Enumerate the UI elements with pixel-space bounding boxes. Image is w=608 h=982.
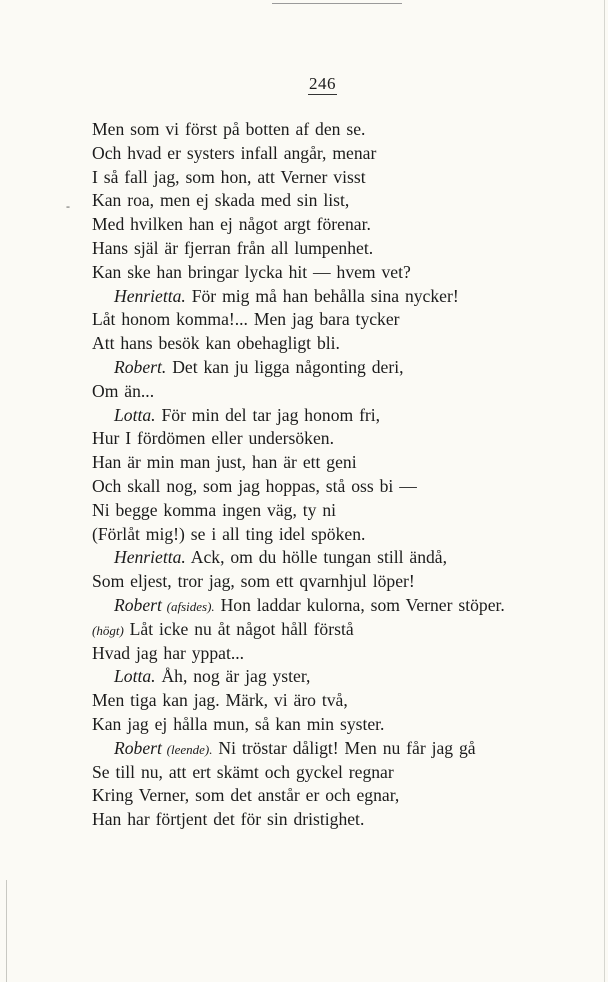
line-text: Hans själ är fjerran från all lumpenhet. (92, 237, 374, 258)
line-text: Som eljest, tror jag, som ett qvarnhjul löper! (92, 571, 415, 592)
verse-line-speech (92, 665, 582, 689)
line-text: Om än... (92, 380, 155, 401)
stage-direction: (högt) (92, 622, 124, 638)
verse-line (92, 499, 582, 523)
line-text: Med hvilken han ej något argt förenar. (92, 214, 371, 235)
verse-line (92, 332, 582, 356)
line-text: För mig må han behålla sina nycker! (185, 285, 459, 306)
stage-direction: (afsides). (161, 598, 215, 614)
verse-line (92, 166, 582, 190)
top-rule (272, 3, 402, 4)
verse-line (92, 618, 582, 642)
verse-line (92, 427, 582, 451)
line-text: Kan ske han bringar lycka hit — hvem vet? (92, 261, 411, 282)
line-text: Och skall nog, som jag hoppas, stå oss bi — (92, 475, 417, 496)
verse-line-speech (92, 356, 582, 380)
line-text: Kan jag ej hålla mun, så kan min syster. (92, 713, 385, 734)
verse-line-speech (92, 594, 582, 618)
line-text: För min del tar jag honom fri, (155, 404, 381, 425)
line-text: Kring Verner, som det anstår er och egnar, (92, 785, 400, 806)
verse-line-speech (92, 285, 582, 309)
speaker-name: Robert (114, 594, 162, 615)
verse-text (92, 118, 582, 832)
line-text: Och hvad er systers infall angår, menar (92, 142, 377, 163)
verse-line-speech (92, 404, 582, 428)
page-edge-mark (6, 880, 7, 982)
verse-line (92, 570, 582, 594)
line-text: Åh, nog är jag yster, (155, 666, 311, 687)
line-text: Kan roa, men ej skada med sin list, (92, 190, 350, 211)
line-text: Det kan ju ligga någonting deri, (166, 356, 404, 377)
verse-line (92, 523, 582, 547)
verse-line (92, 784, 582, 808)
line-text: Ni tröstar dåligt! Men nu får jag gå (212, 737, 476, 758)
line-text: Att hans besök kan obehagligt bli. (92, 333, 340, 354)
verse-line (92, 237, 582, 261)
verse-line (92, 380, 582, 404)
line-text: I så fall jag, som hon, att Verner visst (92, 166, 366, 187)
line-text: Låt honom komma!... Men jag bara tycker (92, 309, 400, 330)
speaker-name: Lotta. (114, 404, 156, 425)
line-text: Han har förtjent det för sin dristighet. (92, 809, 365, 830)
line-text: Men som vi först på botten af den se. (92, 119, 366, 139)
verse-line-speech (92, 737, 582, 761)
margin-mark: - (66, 199, 70, 213)
verse-line (92, 142, 582, 166)
speaker-name: Lotta. (114, 666, 156, 687)
page-number: 246 (309, 74, 336, 93)
verse-line (92, 808, 582, 832)
verse-line-speech (92, 546, 582, 570)
stage-direction: (leende). (161, 741, 213, 757)
line-text: Hon laddar kulorna, som Verner stöper. (214, 594, 505, 615)
verse-line (92, 761, 582, 785)
line-text: Låt icke nu åt något håll förstå (123, 618, 354, 639)
speaker-name: Henrietta. (114, 285, 186, 306)
line-text: Ni begge komma ingen väg, ty ni (92, 499, 337, 520)
verse-line (92, 642, 582, 666)
line-text: Ack, om du hölle tungan still ändå, (185, 547, 448, 568)
verse-line (92, 308, 582, 332)
verse-line (92, 689, 582, 713)
speaker-name: Robert (114, 737, 162, 758)
line-text: (Förlåt mig!) se i all ting idel spöken. (92, 523, 366, 544)
speaker-name: Henrietta. (114, 547, 186, 568)
line-text: Hur I fördömen eller undersöken. (92, 428, 334, 449)
speaker-name: Robert. (114, 356, 167, 377)
line-text: Han är min man just, han är ett geni (92, 452, 357, 473)
verse-line (92, 189, 582, 213)
line-text: Men tiga kan jag. Märk, vi äro två, (92, 690, 348, 711)
page-edge-line (604, 0, 605, 982)
verse-line (92, 713, 582, 737)
line-text: Hvad jag har yppat... (92, 642, 245, 663)
verse-line (92, 451, 582, 475)
verse-line (92, 118, 582, 142)
verse-line (92, 213, 582, 237)
line-text: Se till nu, att ert skämt och gyckel regnar (92, 761, 394, 782)
verse-line (92, 261, 582, 285)
verse-line (92, 475, 582, 499)
